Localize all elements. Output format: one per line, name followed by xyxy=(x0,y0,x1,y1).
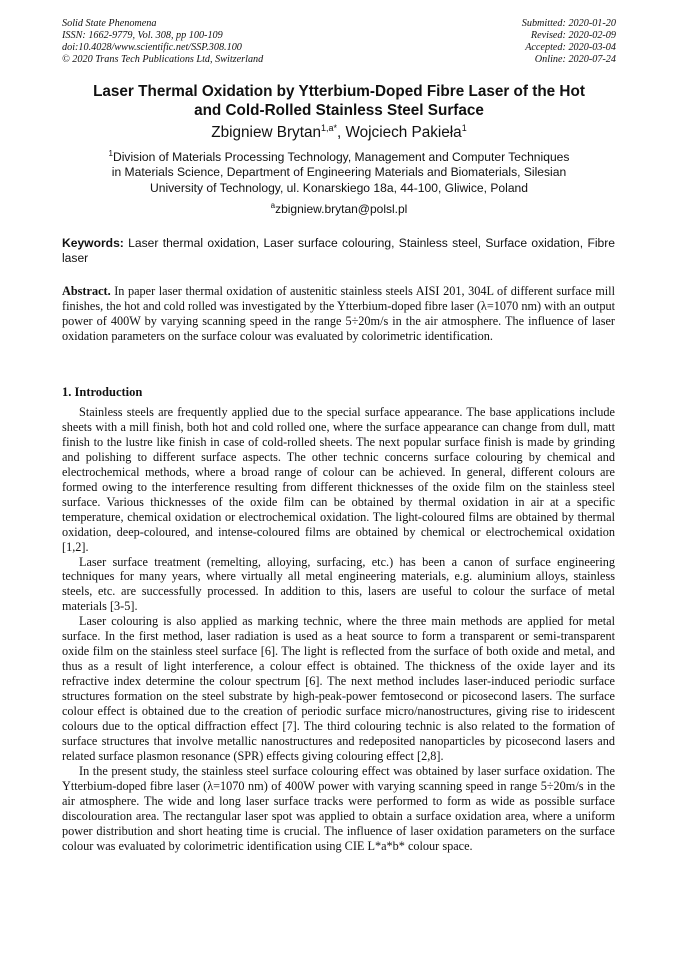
issn-line: ISSN: 1662-9779, Vol. 308, pp 100-109 xyxy=(62,30,223,41)
online-date: Online: 2020-07-24 xyxy=(534,54,616,65)
contact-email xyxy=(60,202,618,216)
author-2: Wojciech Pakieła xyxy=(345,124,462,141)
email-mark: a xyxy=(270,201,276,210)
copyright-line: © 2020 Trans Tech Publications Ltd, Switzerland xyxy=(62,54,264,65)
title-line-2: and Cold-Rolled Stainless Steel Surface xyxy=(194,102,484,119)
paragraph: Laser surface treatment (remelting, alloying, surfacing, etc.) has been a canon of surface engineering techniques for many years, where virtually all metal engineering materials, e.g. aluminium alloys, stainless steels, etc. are successfully processed. In addition to this, lasers are useful to colour the surface of metal materials [3-5]. xyxy=(62,554,615,614)
abstract-block xyxy=(62,284,615,344)
keywords-label: Keywords: xyxy=(62,236,124,250)
section-heading: 1. Introduction xyxy=(62,385,143,399)
author-2-affiliation-mark: 1 xyxy=(461,123,467,133)
author-1-affiliation-mark: 1,a* xyxy=(320,123,337,133)
submission-dates xyxy=(522,18,616,66)
paragraph: In the present study, the stainless steel surface colouring effect was obtained by laser surface oxidation. The Ytterbium-doped fibre laser (λ=1070 nm) of 400W power with varying scanning speed in range 5÷20m/s in the air atmosphere. The wide and long laser surface tracks were performed to form as wide as possible surface discolouration area. The rectangular laser spot was applied to obtain a surface oxidation area, where a uniform power distribution and short heating time is crucial. The influence of laser oxidation parameters on the surface colour was evaluated by colorimetric identification using CIE L*a*b* colour space. xyxy=(62,763,615,853)
paragraph: Stainless steels are frequently applied due to the special surface appearance. The base applications include sheets with a mill finish, both hot and cold rolled one, where the surface appearance can change from dull, matt finish to the lustre like finish in case of cold-rolled sheets. The next popular surface finish is made by grinding and polishing to different surface aspects. The other technic concerns surface colouring by chemical and electrochemical methods, where a broad range of colour can be achieved. In general, different colours are formed owing to the interference resulting from different thicknesses of the oxide film on the stainless steel surface. Various thicknesses of the oxide film can be obtained by thermal oxidation in air at a specific temperature, chemical oxidation or electrochemical oxidation. The light-coloured films are obtained by thermal oxidation, deep-coloured, and intense-coloured films are obtained by chemical or electrochemical oxidation [1,2]. xyxy=(62,405,615,554)
affiliation-line-1 xyxy=(90,150,588,165)
title-line-1: Laser Thermal Oxidation by Ytterbium-Doped Fibre Laser of the Hot xyxy=(93,83,585,100)
keywords-block xyxy=(62,236,615,267)
journal-info xyxy=(62,18,263,66)
paper-title xyxy=(60,82,618,120)
affiliation-text-1: Division of Materials Processing Technology, Management and Computer Techniques xyxy=(113,150,570,164)
affiliation-mark: 1 xyxy=(108,149,113,158)
affiliation-line-3: University of Technology, ul. Konarskiego 18a, 44-100, Gliwice, Poland xyxy=(149,180,529,195)
affiliation-line-2: in Materials Science, Department of Engineering Materials and Biomaterials, Silesian xyxy=(111,165,567,180)
keywords-text: Laser thermal oxidation, Laser surface colouring, Stainless steel, Surface oxidation, Fibre laser xyxy=(62,236,615,266)
abstract-label: Abstract. xyxy=(62,284,111,298)
author-list xyxy=(60,124,618,142)
revised-date: Revised: 2020-02-09 xyxy=(530,30,616,41)
introduction-body xyxy=(62,405,615,854)
abstract-text: In paper laser thermal oxidation of austenitic stainless steels AISI 201, 304L of different surface mill finishes, the hot and cold rolled was investigated by the Ytterbium-doped fibre laser (λ=1070 nm) with an output power of 400W by varying scanning speed in the range 5÷20m/s in the air atmosphere. The influence of laser oxidation parameters on the surface colour was evaluated by colorimetric identification. xyxy=(62,284,615,343)
paragraph: Laser colouring is also applied as marking technic, where the three main methods are applied for metal surface. In the first method, laser radiation is used as a heat source to form a transparent or semi-transparent oxide film on the stainless steel surface [6]. The light is reflected from the surface of both oxide and metal, and thus as a result of light interference, a colour effect is obtained. The thickness of the oxide layer and its refractive index determine the colour spectrum [6]. The next method includes laser-induced periodic surface structures formation on the steel substrate by high-peak-power femtosecond or picosecond lasers. The surface colour effect is obtained due to the creation of periodic surface micro/nanostructures, giving rise to iridescent colours due to the optical diffraction effect [7]. The third colouring technic is also related to the formation of surface structures that involve metallic nanostructures and redeposited nanoparticles by picosecond lasers and related surface plasmon resonance (SPR) effects giving colouring effect [2,8]. xyxy=(62,614,615,763)
author-separator: , xyxy=(336,124,346,141)
email-address: zbigniew.brytan@polsl.pl xyxy=(275,202,408,216)
doi-line: doi:10.4028/www.scientific.net/SSP.308.100 xyxy=(62,42,242,53)
submitted-date: Submitted: 2020-01-20 xyxy=(521,18,616,29)
journal-name: Solid State Phenomena xyxy=(62,18,157,29)
accepted-date: Accepted: 2020-03-04 xyxy=(525,42,616,53)
author-1: Zbigniew Brytan xyxy=(211,124,321,141)
affiliation xyxy=(90,150,588,196)
